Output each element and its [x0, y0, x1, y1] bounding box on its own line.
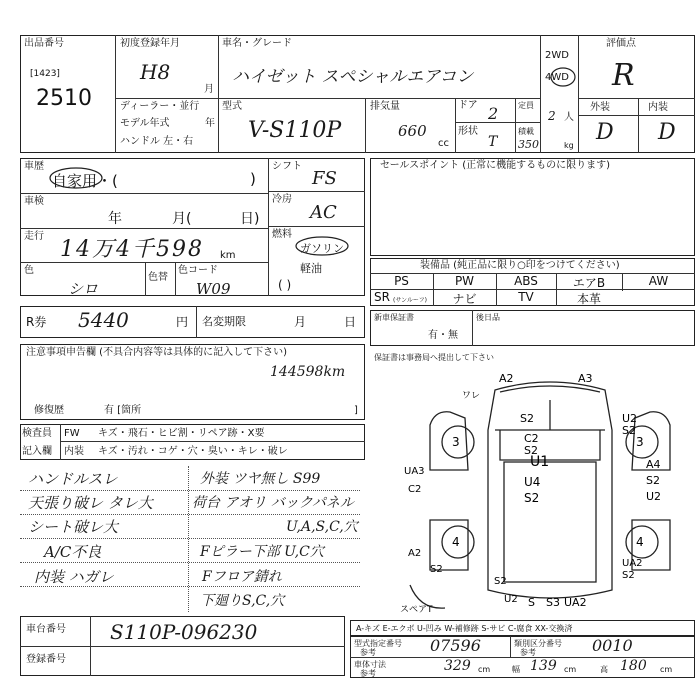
body-height-unit: cm	[660, 665, 673, 674]
fuel-diesel: 軽油	[300, 262, 322, 275]
equip-navi: ナビ	[452, 292, 477, 306]
diagram-mark-right-a4: A4	[646, 458, 661, 471]
category-number-label: 類別区分番号	[514, 639, 562, 648]
ac-value: AC	[310, 202, 337, 223]
recycle-section	[20, 306, 365, 338]
sales-point-section	[370, 158, 695, 256]
diagram-mark-bottom-u2: U2	[504, 594, 518, 605]
equip-leather: 本革	[576, 292, 601, 306]
diagram-mark-left-3: 3	[452, 435, 460, 449]
equip-ps: PS	[394, 274, 409, 288]
name-change-label: 名変期限	[202, 315, 246, 328]
dealer-label: ディーラー・並行	[120, 101, 200, 112]
shift-value: FS	[312, 168, 337, 189]
color-code-label: 色コード	[178, 265, 218, 276]
inspector-fw-label: FW	[64, 428, 80, 439]
lot-number-label: 出品番号	[24, 38, 64, 49]
legend-text: A-キズ E-エクボ U-凹み W-補修跡 S-サビ C-腐食 XX-交換済	[356, 624, 573, 633]
diagram-mark-center-s2b: S2	[524, 444, 538, 457]
usage-circle	[48, 166, 104, 190]
capacity-unit: 人	[564, 112, 574, 123]
chassis-number: S110P-096230	[110, 620, 258, 644]
body-height-label: 高	[600, 665, 608, 674]
body-height-value: 180	[620, 658, 647, 674]
diagram-mark-right-4: 4	[636, 535, 644, 549]
repair-history-close: ]	[354, 405, 358, 416]
load-unit: kg	[564, 141, 574, 150]
equip-pw: PW	[454, 274, 475, 288]
inspection-note: シート破レ大	[28, 518, 119, 536]
lot-number-small: [1423]	[30, 69, 60, 79]
diagram-mark-top-ware: ワレ	[462, 391, 481, 401]
recycle-yen: 円	[176, 315, 189, 329]
category-number-sub: 参考	[520, 648, 536, 657]
shift-label: シフト	[272, 161, 302, 172]
inspection-note-right: Fピラー下部 U,C穴	[200, 544, 324, 560]
equip-tv: TV	[518, 290, 534, 304]
shape-value: T	[488, 134, 498, 150]
mileage-unit: km	[220, 250, 236, 261]
ac-label: 冷房	[272, 194, 292, 205]
inspector-fw-items: キズ・飛石・ヒビ割・リペア跡・X要	[98, 428, 265, 439]
doors-value: 2	[488, 104, 499, 123]
color-code-value: W09	[196, 280, 231, 298]
chassis-label: 車台番号	[26, 624, 66, 635]
diagram-mark-right-s2: S2	[622, 424, 636, 437]
diagram-mark-bottom-s: S	[528, 596, 535, 609]
inspector-label: 検査員	[22, 428, 52, 439]
first-registration-year: H8	[140, 60, 171, 84]
exterior-grade: D	[596, 120, 614, 145]
inspection-label: 車検	[24, 196, 44, 207]
warranty-label: 新車保証書	[374, 313, 414, 322]
shape-label: 形状	[458, 126, 478, 137]
drive-2wd: 2WD	[545, 50, 569, 61]
diagram-mark-center-s2: S2	[520, 412, 534, 425]
notes-label: 注意事項申告欄 (不具合内容等は具体的に記入して下さい)	[26, 347, 287, 358]
diagram-mark-right-ua2: UA2	[622, 558, 643, 569]
inspection-note-right: Fフロア錆れ	[202, 569, 282, 585]
diagram-mark-top-a2: A2	[499, 372, 514, 385]
body-length-unit: cm	[478, 665, 491, 674]
car-name-label: 車名・グレード	[222, 38, 292, 49]
equip-airbag: エアB	[572, 276, 606, 290]
registration-label: 登録番号	[26, 654, 66, 665]
car-diagram	[400, 370, 690, 615]
inspection-note: 天張り破レ タレ大	[28, 494, 153, 512]
repair-history-value: 有 [箇所	[104, 405, 142, 416]
diagram-mark-center-u4: U4	[524, 475, 541, 489]
mileage-value: 14万4千598	[60, 237, 204, 262]
inspector-interior-items: キズ・汚れ・コゲ・穴・臭い・キレ・破レ	[98, 446, 288, 457]
color-label: 色	[24, 265, 34, 276]
equip-aw: AW	[648, 274, 669, 288]
diagram-mark-left-4: 4	[452, 535, 460, 549]
car-name: ハイゼット スペシャルエアコン	[232, 67, 474, 87]
color-value: シロ	[68, 280, 99, 298]
diagram-mark-right-3: 3	[636, 435, 644, 449]
diagram-mark-bottom-s2: S2	[494, 576, 507, 587]
inspection-note: ハンドルスレ	[28, 470, 118, 488]
form-number-value: 07596	[430, 636, 481, 655]
type-value: V-S110P	[248, 118, 342, 143]
notes-text: 144598km	[270, 364, 346, 380]
drive-4wd-circle	[549, 66, 577, 88]
inspection-note-right: 下廻りS,C,穴	[200, 593, 285, 609]
displacement-label: 排気量	[370, 101, 400, 112]
usage-close: )	[250, 170, 256, 188]
inspection-note-right: 外装 ツヤ無し S99	[200, 471, 321, 487]
body-length-label: 車体寸法	[354, 660, 386, 669]
mileage-label: 走行	[24, 231, 44, 242]
inspection-note: 内装 ハガレ	[34, 568, 114, 586]
inspection-day-unit: 日)	[240, 211, 260, 227]
equip-sr: SR	[374, 290, 390, 304]
repair-history-label: 修復歴	[34, 405, 64, 416]
name-change-month: 月	[294, 315, 307, 329]
model-year-unit: 年	[205, 118, 215, 129]
diagram-spare-tire-note: スペアT	[400, 605, 433, 615]
warranty-options: 有・無	[428, 330, 458, 341]
interior-grade-label: 内装	[648, 102, 668, 113]
warranty-section	[370, 310, 695, 346]
body-width-unit: cm	[564, 665, 577, 674]
body-width-value: 139	[530, 658, 557, 674]
later-items-label: 後日品	[476, 313, 500, 322]
diagram-mark-center-s2c: S2	[524, 491, 540, 505]
fuel-label: 燃料	[272, 229, 292, 240]
diagram-mark-bottom-s3: S3	[546, 596, 560, 609]
handle-label: ハンドル 左・右	[120, 136, 194, 147]
displacement-unit: cc	[438, 138, 449, 149]
body-length-sub: 参考	[360, 669, 376, 678]
lot-number: 2510	[36, 86, 92, 111]
model-year-label: モデル年式	[120, 118, 170, 129]
body-length-value: 329	[444, 658, 471, 674]
capacity-label: 定員	[518, 101, 534, 110]
warranty-note: 保証書は事務局へ提出して下さい	[374, 353, 494, 362]
equip-sr-note: (サンルーフ)	[393, 297, 427, 304]
recycle-value: 5440	[78, 308, 129, 332]
diagram-mark-center-c2: C2	[524, 432, 539, 445]
equip-abs: ABS	[514, 274, 538, 288]
form-number-label: 型式指定番号	[354, 639, 402, 648]
type-label: 型式	[222, 101, 242, 112]
load-value: 350	[518, 138, 539, 151]
score-label: 評価点	[606, 38, 636, 49]
diagram-mark-right-u2: U2	[622, 412, 638, 425]
name-change-day: 日	[344, 315, 357, 329]
recycle-label: R券	[26, 315, 47, 329]
drive-4wd: 4WD	[545, 72, 569, 83]
first-registration-label: 初度登録年月	[120, 38, 180, 49]
inspector-entry-label: 記入欄	[22, 446, 52, 457]
capacity-value: 2	[548, 109, 556, 123]
fuel-circle	[294, 235, 350, 257]
form-number-sub: 参考	[360, 648, 376, 657]
color-change-label: 色替	[148, 272, 168, 283]
inspector-interior-label: 内装	[64, 446, 84, 457]
displacement-value: 660	[398, 122, 427, 140]
usage-value: 自家用・(	[52, 172, 118, 190]
exterior-grade-label: 外装	[590, 102, 610, 113]
score-value: R	[612, 58, 635, 93]
inspection-note-right: U,A,S,C,穴	[286, 519, 358, 535]
equipment-label: 装備品 (純正品に限り○印をつけてください)	[420, 260, 620, 271]
diagram-mark-left-c2: C2	[408, 484, 422, 495]
doors-label: ドア	[458, 100, 478, 111]
diagram-mark-top-a3: A3	[578, 372, 593, 385]
diagram-mark-center-u1: U1	[530, 454, 550, 470]
inspection-note-right: 荷台 アオリ バックパネル	[192, 495, 354, 511]
inspection-month-unit: 月(	[172, 211, 192, 227]
usage-label: 車歴	[24, 161, 44, 172]
inspection-note: A/C不良	[44, 543, 102, 561]
diagram-mark-right-s2b: S2	[646, 474, 660, 487]
first-registration-month-unit: 月	[204, 84, 214, 95]
category-number-value: 0010	[592, 636, 633, 655]
diagram-mark-right-s2c: S2	[622, 570, 635, 581]
diagram-mark-left-ua3: UA3	[404, 466, 425, 477]
diagram-mark-bottom-ua2: UA2	[564, 596, 587, 609]
diagram-mark-right-u2b: U2	[646, 490, 662, 503]
diagram-mark-left-s2: S2	[430, 564, 443, 575]
sales-point-label: セールスポイント (正常に機能するものに限ります)	[380, 160, 611, 171]
interior-grade: D	[658, 120, 676, 145]
load-label: 積載	[518, 127, 534, 136]
fuel-paren: ( )	[278, 278, 292, 292]
body-width-label: 幅	[512, 665, 520, 674]
inspection-year-unit: 年	[108, 211, 122, 227]
diagram-mark-left-a2: A2	[408, 548, 422, 559]
fuel-gasoline: ガソリン	[300, 242, 344, 255]
